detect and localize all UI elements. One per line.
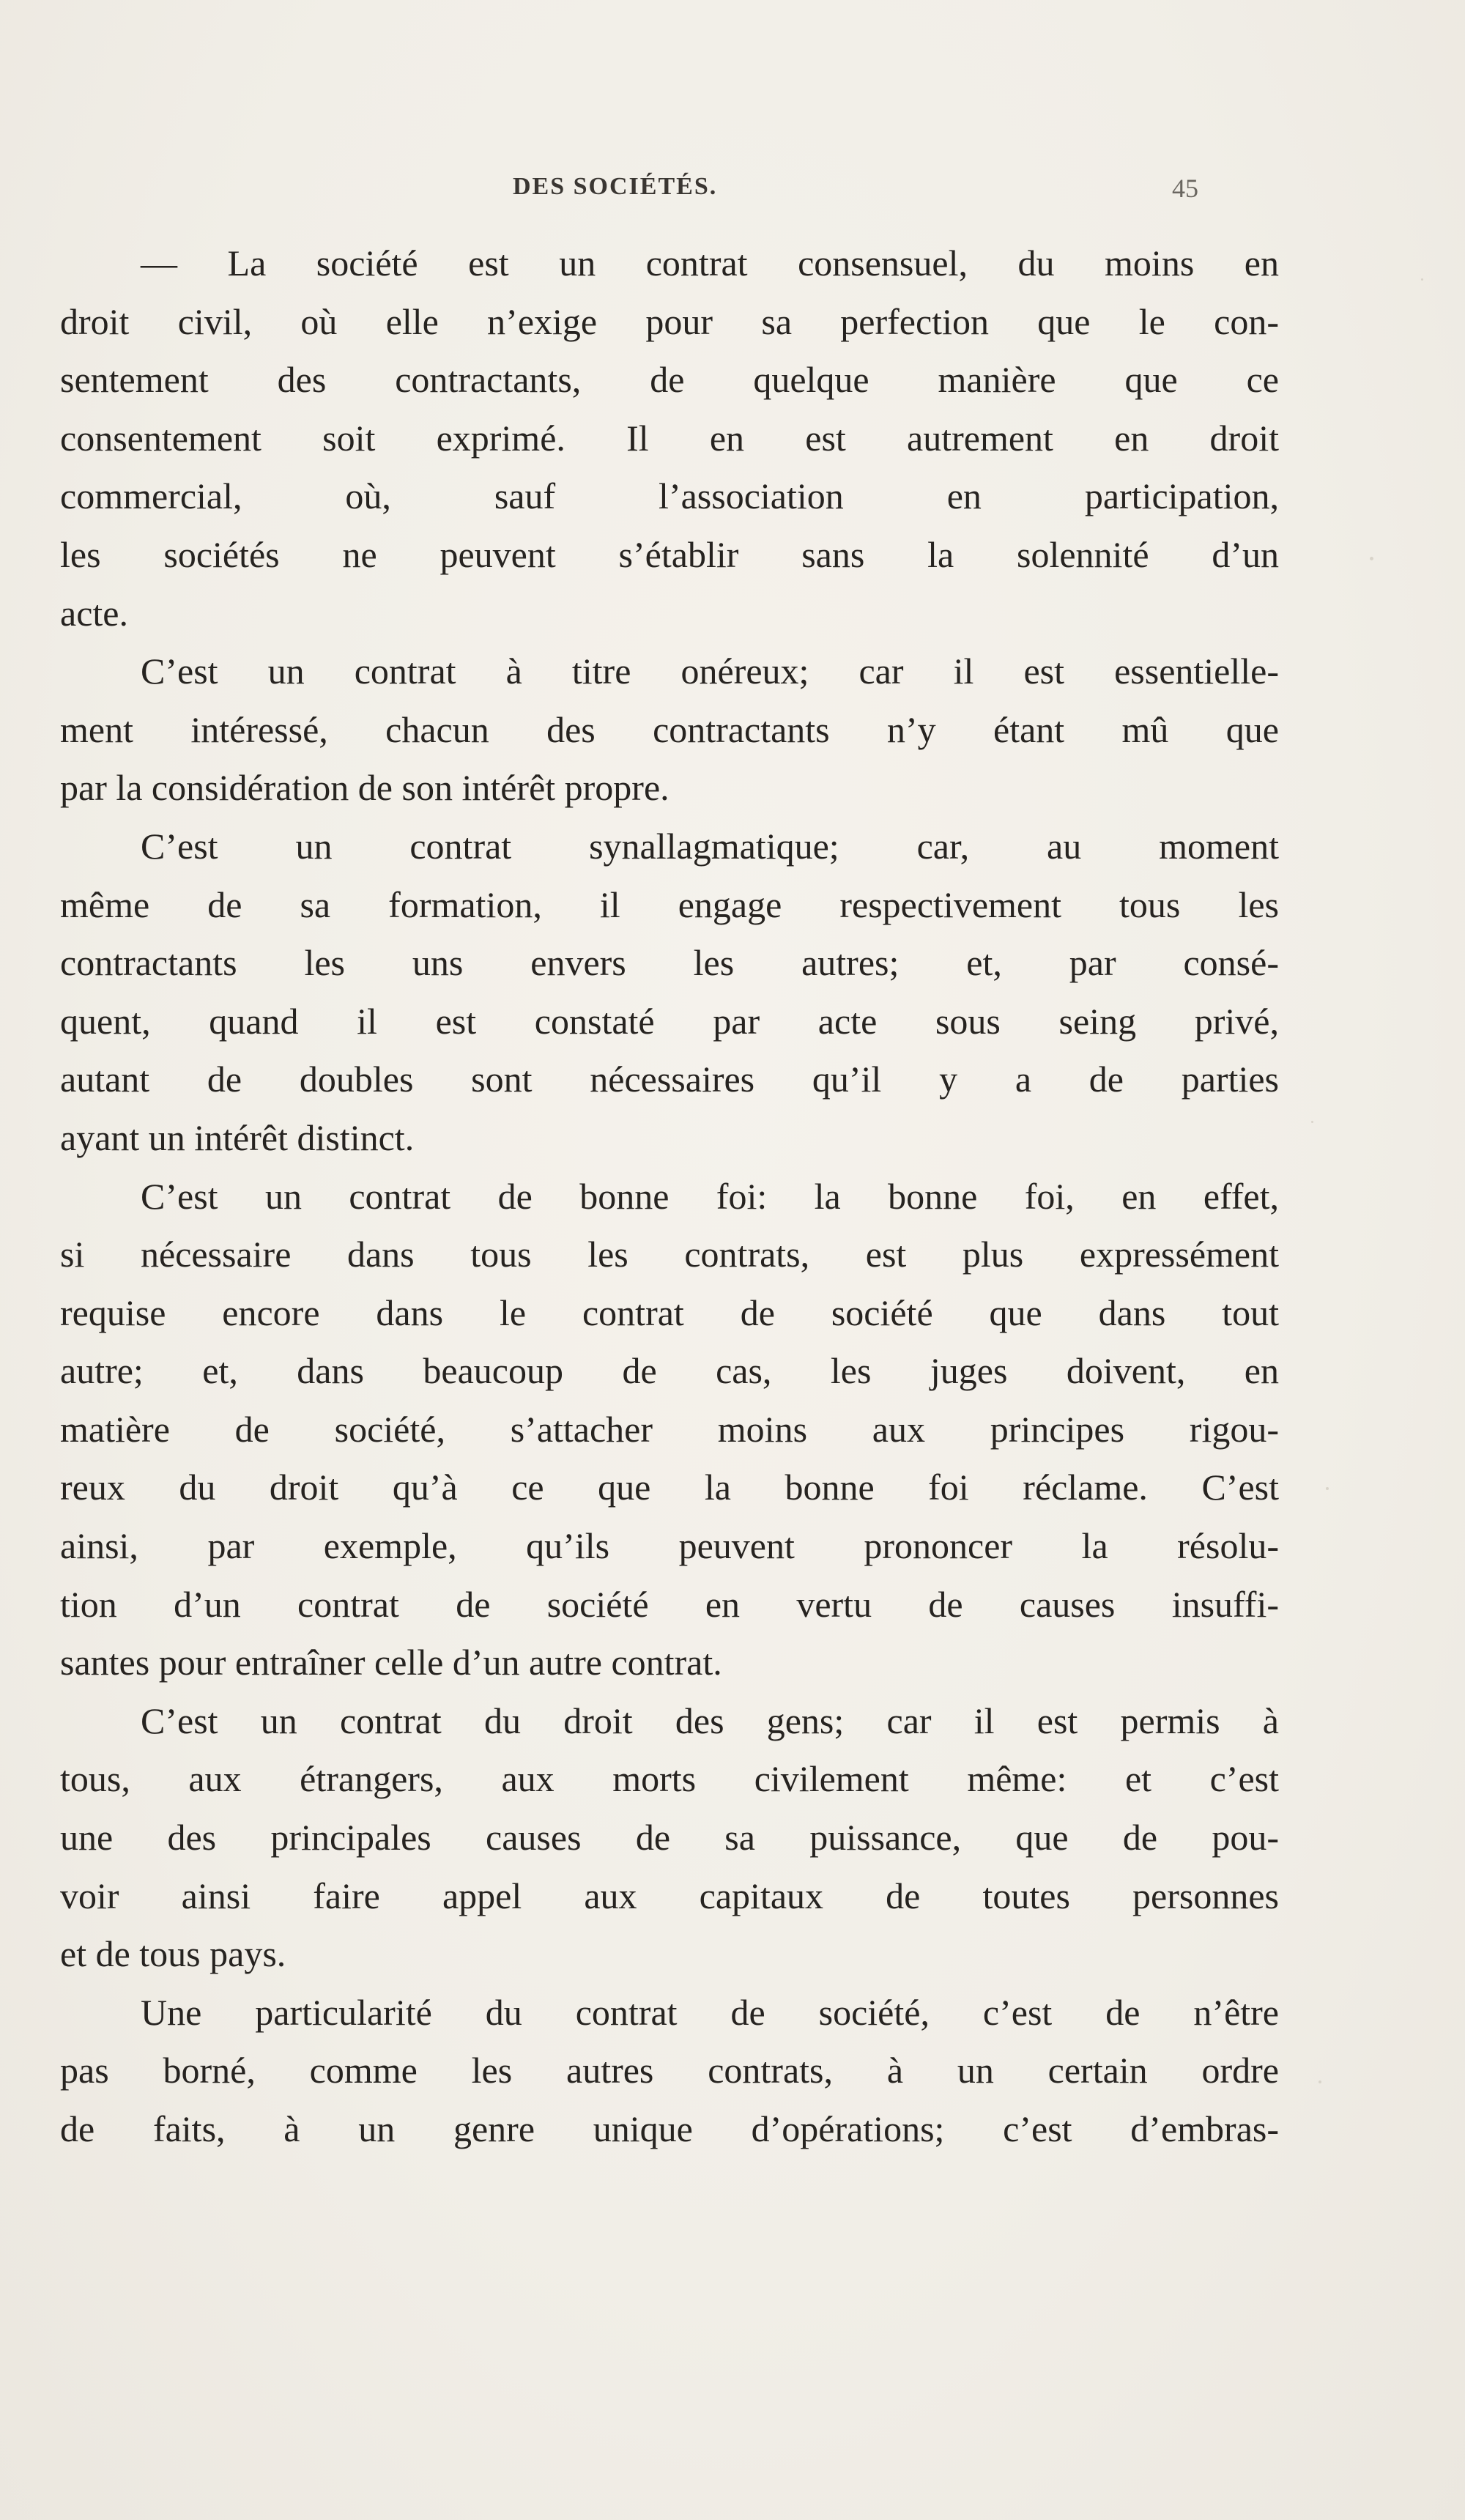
text-line: ayant un intérêt distinct.: [60, 1116, 415, 1158]
text-line: C’est un contrat à titre onéreux; car il est essentielle-: [141, 651, 1279, 692]
text-line: autant de doubles sont nécessaires qu’il y a de parties: [60, 1059, 1279, 1100]
text-line: si nécessaire dans tous les contrats, est plus expressément: [60, 1234, 1279, 1275]
text-line: C’est un contrat du droit des gens; car il est permis à: [141, 1700, 1279, 1741]
page-number: 45: [1172, 174, 1198, 203]
text-line: voir ainsi faire appel aux capitaux de toutes personnes: [60, 1875, 1279, 1916]
text-line: — La société est un contrat consensuel, du moins en: [141, 242, 1279, 284]
text-line: les sociétés ne peuvent s’établir sans la solennité d’un: [60, 533, 1279, 575]
body-text: [60, 234, 1279, 2159]
page-header: [0, 173, 1465, 217]
text-line: une des principales causes de sa puissance, que de pou-: [60, 1817, 1279, 1858]
text-line: droit civil, où elle n’exige pour sa perfection que le con-: [60, 300, 1279, 342]
text-line: commercial, où, sauf l’association en participation,: [60, 475, 1279, 517]
text-line: C’est un contrat de bonne foi: la bonne foi, en effet,: [141, 1175, 1279, 1217]
text-line: acte.: [60, 592, 128, 634]
text-line: de faits, à un genre unique d’opérations; c’est d’embras-: [60, 2108, 1279, 2149]
text-line: tous, aux étrangers, aux morts civilement même: et c’est: [60, 1758, 1279, 1800]
text-line: sentement des contractants, de quelque manière que ce: [60, 359, 1279, 401]
text-line: tion d’un contrat de société en vertu de causes insuffi-: [60, 1583, 1279, 1625]
text-line: quent, quand il est constaté par acte sous seing privé,: [60, 1000, 1279, 1042]
text-line: par la considération de son intérêt propre.: [60, 767, 670, 809]
text-line: requise encore dans le contrat de société que dans tout: [60, 1292, 1279, 1333]
text-line: et de tous pays.: [60, 1933, 286, 1975]
text-line: consentement soit exprimé. Il en est autrement en droit: [60, 417, 1279, 459]
text-line: ainsi, par exemple, qu’ils peuvent prononcer la résolu-: [60, 1525, 1279, 1567]
text-line: matière de société, s’attacher moins aux principes rigou-: [60, 1408, 1279, 1450]
text-line: autre; et, dans beaucoup de cas, les juges doivent, en: [60, 1350, 1279, 1392]
text-line: même de sa formation, il engage respectivement tous les: [60, 883, 1279, 925]
text-line: pas borné, comme les autres contrats, à un certain ordre: [60, 2050, 1279, 2091]
running-head: DES SOCIÉTÉS.: [513, 173, 718, 200]
text-line: contractants les uns envers les autres; et, par consé-: [60, 942, 1279, 984]
text-line: C’est un contrat synallagmatique; car, au moment: [141, 825, 1279, 867]
text-line: reux du droit qu’à ce que la bonne foi réclame. C’est: [60, 1467, 1279, 1508]
text-line: ment intéressé, chacun des contractants n’y étant mû que: [60, 708, 1279, 750]
text-line: Une particularité du contrat de société, c’est de n’être: [141, 1991, 1279, 2033]
text-line: santes pour entraîner celle d’un autre contrat.: [60, 1642, 722, 1683]
